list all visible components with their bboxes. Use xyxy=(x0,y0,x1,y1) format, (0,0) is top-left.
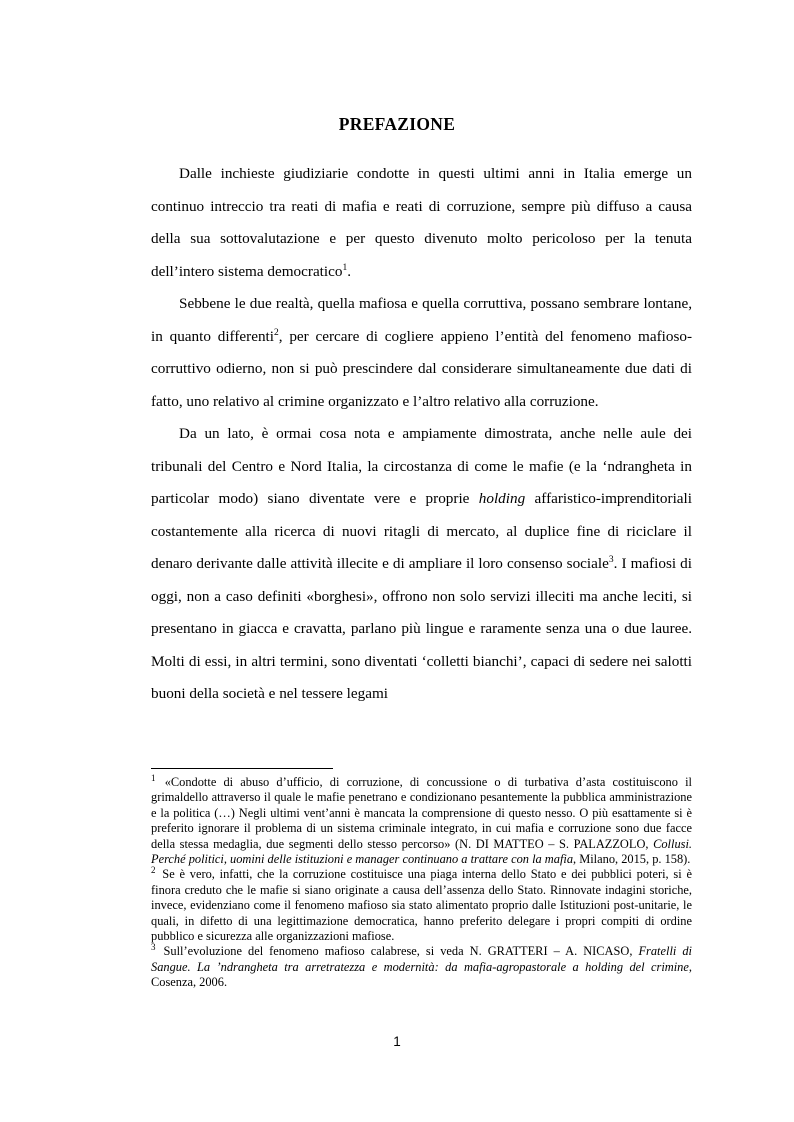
page-number: 1 xyxy=(393,1034,401,1049)
footnote-number: 3 xyxy=(151,942,156,953)
text-run: Dalle inchieste giudiziarie condotte in questi ultimi anni in Italia emerge un continuo intreccio tra reati di mafia e reati di corruzione, sempre più diffuso a causa della sua sottovalutazione e per questo divenuto molto pericoloso per la tenuta dell’intero sistema democratico xyxy=(151,165,692,280)
text-run: Sebbene le due realtà, quella mafiosa e quella corruttiva, possano sembrare lontane, in quanto differenti xyxy=(151,295,692,345)
footnote-ref: 2 xyxy=(273,327,279,338)
body-text xyxy=(151,158,692,711)
footnotes xyxy=(151,772,692,991)
text-run: , Cosenza, 2006. xyxy=(151,959,692,990)
footnote-2 xyxy=(151,867,692,944)
text-run: , per cercare di cogliere appieno l’entità del fenomeno mafioso-corruttivo odierno, non si può prescindere dal considerare simultaneamente due dati di fatto, uno relativo al crimine organizzato e l’altro relativo alla corruzione. xyxy=(151,327,693,410)
footnote-3 xyxy=(151,944,692,990)
paragraph-1 xyxy=(151,158,692,288)
footnote-number: 1 xyxy=(151,772,156,783)
text-run: , Milano, 2015, p. 158). xyxy=(573,852,691,867)
footnote-number: 2 xyxy=(151,865,156,876)
text-run: affaristico-imprenditoriali costantemente alla ricerca di nuovi ritagli di mercato, al duplice fine di riciclare il denaro derivante dalle attività illecite e di ampliare il loro consenso sociale xyxy=(151,490,692,572)
italic-text: holding xyxy=(478,490,526,507)
text-run: . I mafiosi di oggi, non a caso definiti «borghesi», offrono non solo servizi illeciti ma anche leciti, si presentano in giacca e cravatta, parlano più lingue e raramente senza una o due lauree. Molti di essi, in altri termini, sono diventati ‘colletti bianchi’, capaci di sedere nei salotti buoni della società e nel tessere legami xyxy=(151,555,692,702)
paragraph-2 xyxy=(151,288,692,418)
text-run: «Condotte di abuso d’ufficio, di corruzione, di concussione o di turbativa d’asta costituiscono il grimaldello attraverso il quale le mafie penetrano e condizionano pesantemente la pubblica amministrazione e la politica (…) Negli ultimi vent’anni è mancata la comprensione di questo nesso. O più esattamente si è preferito ignorare il problema di un sistema criminale integrato, in cui mafia e corruzione sono due facce della stessa medaglia, due segmenti dello stesso percorso» (N. DI MATTEO – S. PALAZZOLO, xyxy=(151,775,692,851)
text-run: . xyxy=(347,262,352,280)
text-run: Da un lato, è ormai cosa nota e ampiamente dimostrata, anche nelle aule dei tribunali del Centro e Nord Italia, la circostanza di come le mafie (e la ‘ndrangheta in particolar modo) siano diventate vere e proprie xyxy=(151,425,692,507)
italic-text: Collusi. Perché politici, uomini delle istituzioni e manager continuano a trattare con la mafia xyxy=(151,836,692,867)
footnote-1 xyxy=(151,772,692,867)
paragraph-3 xyxy=(151,418,692,711)
italic-text: Fratelli di Sangue. La ’ndrangheta tra arretratezza e modernità: da mafia-agropastorale a holding del crimine xyxy=(151,944,692,974)
footnote-ref: 3 xyxy=(608,554,614,565)
footnote-ref: 1 xyxy=(342,262,348,273)
footnote-separator xyxy=(151,768,333,769)
text-run: Sull’evoluzione del fenomeno mafioso calabrese, si veda N. GRATTERI – A. NICASO, xyxy=(163,944,639,959)
page-title: PREFAZIONE xyxy=(338,114,456,134)
text-run: Se è vero, infatti, che la corruzione costituisce una piaga interna dello Stato e dei pubblici poteri, si è finora creduto che le mafie si siano originate a causa dell’assenza dello Stato. Rinnovate indagini storiche, invece, evidenziano come il fenomeno mafioso sia stato alimentato proprio dalle Istituzioni post-unitarie, le quali, in difetto di una legittimazione democratica, hanno preferito delegare i propri compiti di ordine pubblico e sicurezza alle organizzazioni mafiose. xyxy=(151,867,692,944)
